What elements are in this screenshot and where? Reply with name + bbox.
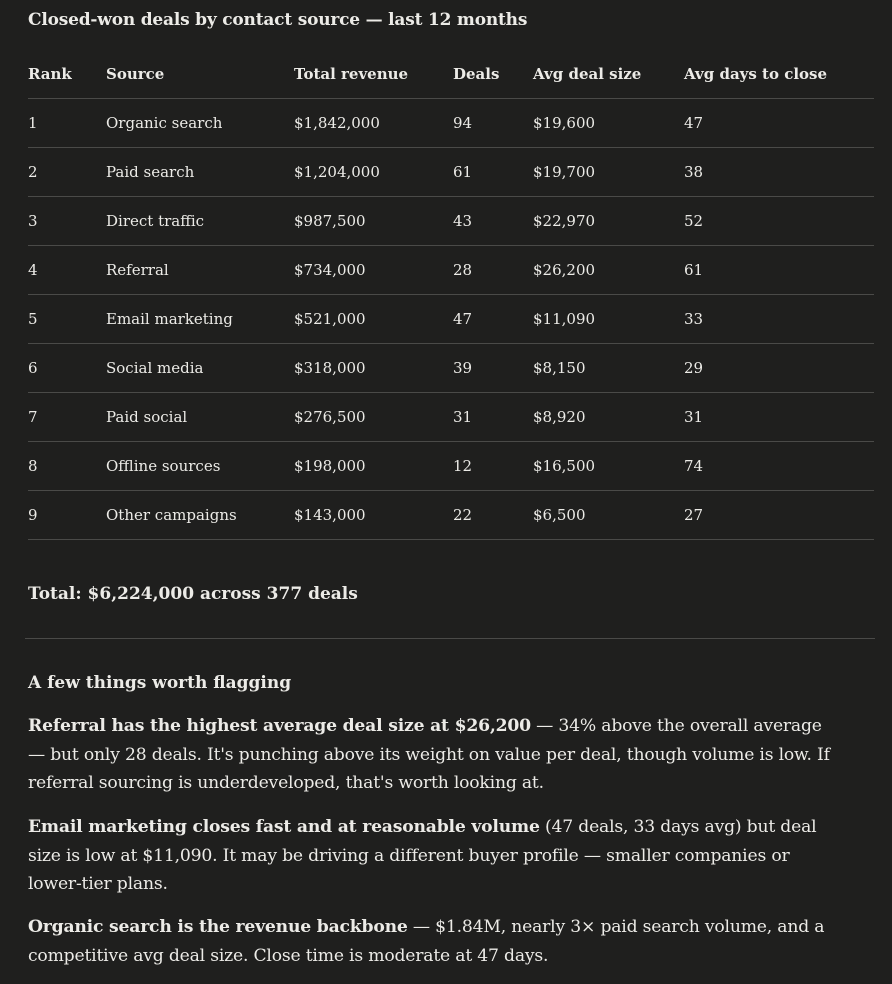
cell-rank: 3 (28, 197, 106, 246)
header-deals: Deals (453, 50, 533, 99)
cell-deals: 22 (453, 491, 533, 540)
table-row (28, 99, 874, 148)
cell-avg-days-to-close: 33 (684, 295, 874, 344)
cell-deals: 61 (453, 148, 533, 197)
cell-deals: 31 (453, 393, 533, 442)
cell-rank: 2 (28, 148, 106, 197)
cell-rank: 4 (28, 246, 106, 295)
cell-total-revenue: $987,500 (294, 197, 453, 246)
cell-rank: 5 (28, 295, 106, 344)
cell-source: Offline sources (106, 442, 294, 491)
cell-deals: 28 (453, 246, 533, 295)
header-rank: Rank (28, 50, 106, 99)
table-row (28, 246, 874, 295)
cell-avg-deal-size: $22,970 (533, 197, 684, 246)
cell-deals: 94 (453, 99, 533, 148)
cell-source: Other campaigns (106, 491, 294, 540)
flag-body: — $1.84M, nearly 3× paid search volume, and a competitive avg deal size. Close time is moderate at 47 days. (28, 917, 825, 966)
cell-avg-days-to-close: 52 (684, 197, 874, 246)
flag-lead: Organic search is the revenue backbone (28, 917, 408, 937)
cell-avg-deal-size: $8,920 (533, 393, 684, 442)
cell-source: Email marketing (106, 295, 294, 344)
cell-rank: 1 (28, 99, 106, 148)
cell-deals: 43 (453, 197, 533, 246)
cell-avg-deal-size: $19,600 (533, 99, 684, 148)
flag-body: (47 deals, 33 days avg) but deal size is low at $11,090. It may be driving a different buyer profile — smaller companies or lower-tier plans. (28, 817, 817, 894)
cell-total-revenue: $318,000 (294, 344, 453, 393)
cell-source: Referral (106, 246, 294, 295)
cell-rank: 6 (28, 344, 106, 393)
flags-heading: A few things worth flagging (28, 673, 292, 693)
flag-paragraph (28, 712, 840, 798)
cell-total-revenue: $276,500 (294, 393, 453, 442)
cell-rank: 8 (28, 442, 106, 491)
table-header-row (28, 50, 874, 99)
cell-source: Social media (106, 344, 294, 393)
cell-deals: 39 (453, 344, 533, 393)
cell-rank: 7 (28, 393, 106, 442)
cell-source: Paid search (106, 148, 294, 197)
flag-lead: Referral has the highest average deal size at $26,200 (28, 716, 531, 736)
table-row (28, 197, 874, 246)
table-row (28, 442, 874, 491)
cell-source: Organic search (106, 99, 294, 148)
header-source: Source (106, 50, 294, 99)
cell-total-revenue: $1,842,000 (294, 99, 453, 148)
cell-avg-deal-size: $19,700 (533, 148, 684, 197)
cell-total-revenue: $143,000 (294, 491, 453, 540)
header-avg-deal-size: Avg deal size (533, 50, 684, 99)
cell-deals: 47 (453, 295, 533, 344)
flag-paragraph (28, 913, 840, 970)
flag-paragraph (28, 813, 840, 899)
cell-total-revenue: $1,204,000 (294, 148, 453, 197)
cell-total-revenue: $734,000 (294, 246, 453, 295)
cell-source: Paid social (106, 393, 294, 442)
flag-lead: Email marketing closes fast and at reasonable volume (28, 817, 540, 837)
cell-avg-deal-size: $6,500 (533, 491, 684, 540)
cell-rank: 9 (28, 491, 106, 540)
cell-avg-days-to-close: 47 (684, 99, 874, 148)
cell-avg-days-to-close: 61 (684, 246, 874, 295)
cell-total-revenue: $521,000 (294, 295, 453, 344)
table-row (28, 491, 874, 540)
header-avg-days-to-close: Avg days to close (684, 50, 874, 99)
cell-avg-deal-size: $8,150 (533, 344, 684, 393)
table-row (28, 295, 874, 344)
table-row (28, 148, 874, 197)
total-summary: Total: $6,224,000 across 377 deals (28, 584, 358, 604)
table-title: Closed-won deals by contact source — last 12 months (28, 10, 528, 30)
cell-avg-days-to-close: 74 (684, 442, 874, 491)
flag-body: — 34% above the overall average — but only 28 deals. It's punching above its weight on value per deal, though volume is low. If referral sourcing is underdeveloped, that's worth looking at. (28, 716, 830, 793)
cell-avg-deal-size: $11,090 (533, 295, 684, 344)
table-row (28, 393, 874, 442)
header-total-revenue: Total revenue (294, 50, 453, 99)
cell-avg-days-to-close: 27 (684, 491, 874, 540)
cell-deals: 12 (453, 442, 533, 491)
deals-table (28, 50, 874, 540)
cell-avg-days-to-close: 29 (684, 344, 874, 393)
section-divider (25, 638, 875, 639)
cell-total-revenue: $198,000 (294, 442, 453, 491)
cell-avg-deal-size: $26,200 (533, 246, 684, 295)
cell-avg-days-to-close: 31 (684, 393, 874, 442)
cell-avg-days-to-close: 38 (684, 148, 874, 197)
table-row (28, 344, 874, 393)
cell-source: Direct traffic (106, 197, 294, 246)
cell-avg-deal-size: $16,500 (533, 442, 684, 491)
